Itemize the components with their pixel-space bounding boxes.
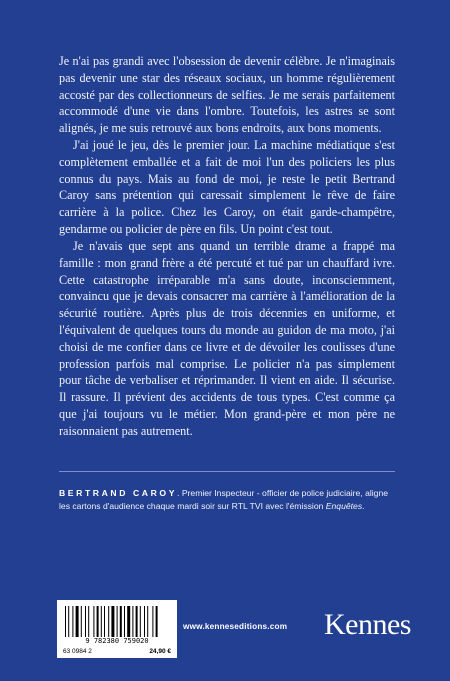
barcode-bar [156,606,158,637]
barcode-bar [147,606,148,637]
barcode-bar [132,606,133,637]
barcode-bar [65,606,66,637]
barcode [57,600,177,658]
barcode-bar [144,606,145,637]
blurb-paragraph-3: Je n'avais que sept ans quand un terrible drame a frappé ma famille : mon grand frère a été percuté et tué par un chauffard ivre. Cette catastrophe irréparable m'a sans doute, inconsciemment, convaincu que je devais consacrer ma carrière à l'amélioration de la sécurité routière. Après plus de trois décennies en uniforme, et l'équivalent de quelques tours du monde au guidon de ma moto, j'ai choisi de me confier dans ce livre et de dévoiler les coulisses d'une profession parfois mal comprise. Le policier n'a pas simplement pour tâche de verbaliser et réprimander. Il vient en aide. Il sécurise. Il rassure. Il prévient des accidents de tous types. C'est comme ça que j'ai toujours vu le métier. Mon grand-père et mon père ne raisonnaient pas autrement. [59,239,395,438]
price: 24,90 € [149,648,171,655]
barcode-digits: 9 782380 759020 [85,637,149,645]
barcode-bar [120,606,122,637]
blurb-paragraph-1: Je n'ai pas grandi avec l'obsession de devenir célèbre. Je n'imaginais pas devenir une star des réseaux sociaux, un homme régulièrement accosté par des collectionneurs de selfies. Je me serais parfaitement accommodé d'une vie dans l'ombre. Toutefois, les astres se sont alignés, je me suis retrouvé aux bons endroits, aux bons moments. [59,54,395,136]
barcode-bar [111,606,114,637]
publisher-website[interactable]: www.kenneseditions.com [183,622,288,631]
product-code: 63 0984 2 [63,648,92,655]
barcode-bar [124,606,125,637]
barcode-bar [97,606,99,637]
barcode-bar [101,606,102,637]
barcode-bar [72,606,73,637]
barcode-bar [136,606,138,637]
barcode-bar [108,606,109,637]
barcode-bar [152,606,153,637]
barcode-bar [81,606,82,637]
barcode-bars [65,606,169,637]
author-bio [59,487,395,513]
barcode-bar [127,606,130,637]
barcode-bar [68,606,69,637]
barcode-bar [88,606,89,637]
show-title: Enquêtes [325,501,363,512]
barcode-bar [104,606,105,637]
barcode-bar [76,606,79,637]
publisher-logo: Kennes [324,608,411,641]
author-bio-end: . [362,501,365,512]
barcode-bar [117,606,118,637]
barcode-bar [85,606,86,637]
blurb-paragraph-2: J'ai joué le jeu, dès le premier jour. La machine médiatique s'est complètement emballée et a fait de moi l'un des policiers les plus connus du pays. Mais au fond de moi, je reste le petit Bertrand Caroy sans prétention qui caressait simplement le rêve de faire carrière à la police. Chez les Caroy, on était garde-champêtre, gendarme ou policier de père en fils. Un point c'est tout. [59,138,395,236]
barcode-bar [93,606,94,637]
divider-line [59,471,395,472]
author-name: BERTRAND CAROY [59,488,178,498]
author-bio-text: . Premier Inspecteur - officier de police judiciaire, aligne les cartons d'audience chaque mardi soir sur RTL TVI avec l'émission [59,488,389,512]
barcode-bar [140,606,141,637]
